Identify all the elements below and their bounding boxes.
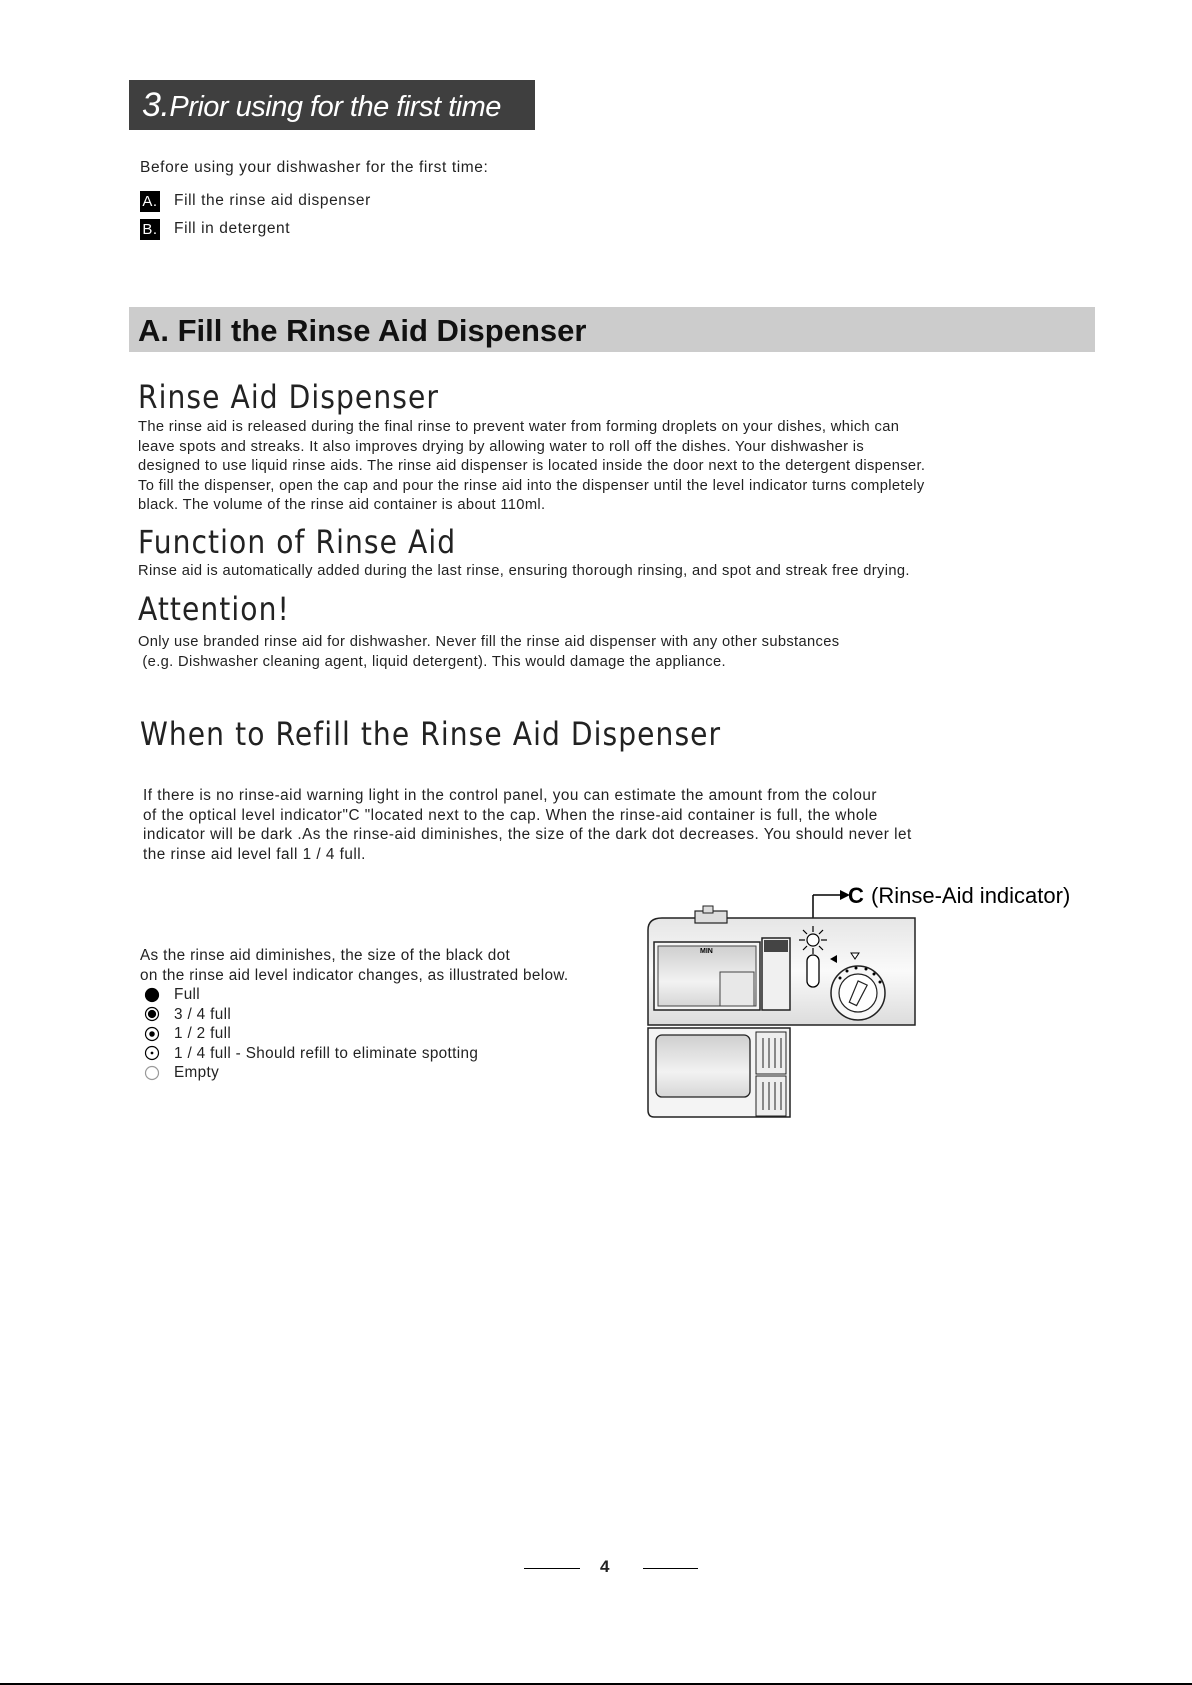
level-label: Empty [174,1064,220,1081]
callout-letter: C [848,883,864,908]
level-item [140,985,569,1005]
list-marker: A. [140,191,160,212]
refill-heading: When to Refill the Rinse Aid Dispenser [140,715,722,753]
rinse-aid-dispenser-paragraph [138,418,925,516]
paragraph-line: The rinse aid is released during the final rinse to prevent water from forming droplets on your dishes, which can [138,419,900,435]
paragraph-line: Only use branded rinse aid for dishwasher. Never fill the rinse aid dispenser with any other substances [138,634,840,650]
callout-label: (Rinse-Aid indicator) [871,883,1071,908]
level-label: 1 / 2 full [174,1025,232,1042]
attention-heading: Attention! [138,590,290,628]
level-label: 3 / 4 full [174,1005,232,1023]
chapter-banner [129,80,535,130]
dosage-dial [831,966,885,1020]
paragraph-line: of the optical level indicator"C "located next to the cap. When the rinse-aid container is full, the whole [143,806,878,824]
min-label: MIN [700,948,713,955]
paragraph-line: on the rinse aid level indicator changes, as illustrated below. [140,966,569,984]
paragraph-line: To fill the dispenser, open the cap and pour the rinse aid into the dispenser until the level indicator turns completely [138,477,925,494]
lid-latch [703,906,713,913]
level-item [140,1024,569,1044]
cap-top [764,940,788,952]
level-item [140,1063,569,1083]
level-window [807,955,819,987]
paragraph-line: (e.g. Dishwasher cleaning agent, liquid detergent). This would damage the appliance. [138,653,726,670]
paragraph-line: black. The volume of the rinse aid container is about 110ml. [138,497,546,513]
list-label: Fill in detergent [174,220,291,237]
paragraph-line: indicator will be dark .As the rinse-aid diminishes, the size of the dark dot decreases. You should never let [143,826,912,843]
function-text: Rinse aid is automatically added during the last rinse, ensuring thorough rinsing, and spot and streak free drying. [138,563,910,579]
list-item [140,215,371,243]
section-title-bar: A. Fill the Rinse Aid Dispenser [129,307,1095,352]
intro-text: Before using your dishwasher for the first time: [140,159,489,176]
list-marker: B. [140,219,160,240]
level-dot-icon [140,1026,164,1042]
level-dot-icon [140,987,164,1003]
chapter-title: Prior using for the first time [169,91,501,123]
footer-rule-left [524,1568,580,1569]
paragraph-line: As the rinse aid diminishes, the size of the black dot [140,947,511,964]
list-label: Fill the rinse aid dispenser [174,192,371,209]
paragraph-line: leave spots and streaks. It also improves drying by allowing water to roll off the dishes. Your dishwasher is [138,438,865,455]
detergent-cups [654,942,760,1010]
paragraph-line: the rinse aid level fall 1 / 4 full. [143,845,366,863]
level-label: Full [174,986,201,1003]
rinse-aid-indicator-icon [799,926,827,954]
chapter-number: 3. [142,86,170,124]
paragraph-line: designed to use liquid rinse aids. The rinse aid dispenser is located inside the door next to the detergent dispenser. [138,458,926,474]
dispenser-diagram [640,880,1100,1120]
function-heading: Function of Rinse Aid [138,523,457,561]
level-dot-icon [140,1006,164,1022]
intro-list [140,187,371,243]
level-description [140,946,569,1083]
refill-paragraph [143,786,912,864]
paragraph-line: If there is no rinse-aid warning light in the control panel, you can estimate the amount from the colour [143,787,877,804]
level-item [140,1005,569,1025]
list-item [140,187,371,215]
level-dot-icon [140,1065,164,1081]
page-number: 4 [600,1557,610,1576]
rinse-aid-dispenser-heading: Rinse Aid Dispenser [138,378,439,416]
level-item [140,1044,569,1064]
attention-paragraph [138,633,839,672]
lower-compartment [648,1028,790,1117]
level-list [140,985,569,1083]
level-dot-icon [140,1045,164,1061]
footer-rule-right [643,1568,698,1569]
level-label: 1 / 4 full - Should refill to eliminate spotting [174,1044,479,1062]
